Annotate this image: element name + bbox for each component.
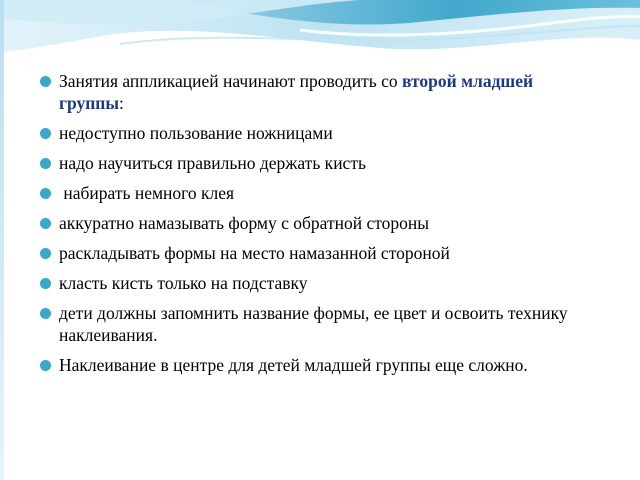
list-item [40, 122, 600, 144]
bullet-list [40, 70, 600, 376]
bullet-icon [40, 218, 51, 229]
bullet-icon [40, 360, 51, 371]
bullet-text: аккуратно намазывать форму с обратной стороны [59, 213, 430, 233]
slide-content [40, 70, 600, 384]
list-item [40, 70, 600, 114]
list-item [40, 354, 600, 376]
list-item [40, 182, 600, 204]
bullet-icon [40, 278, 51, 289]
bullet-icon [40, 308, 51, 319]
list-item [40, 152, 600, 174]
bullet-emphasis: второй младшей группы [59, 71, 534, 113]
list-item [40, 212, 600, 234]
bullet-icon [40, 188, 51, 199]
bullet-text: Наклеивание в центре для детей младшей группы еще сложно. [59, 355, 528, 375]
bullet-text-suffix: : [119, 93, 124, 113]
bullet-text: недоступно пользование ножницами [59, 123, 333, 143]
left-edge-decoration [0, 0, 4, 480]
bullet-icon [40, 128, 51, 139]
bullet-text: класть кисть только на подставку [59, 273, 308, 293]
bullet-text: надо научиться правильно держать кисть [59, 153, 366, 173]
bullet-icon [40, 248, 51, 259]
bullet-icon [40, 76, 51, 87]
bullet-text: дети должны запомнить название формы, ее цвет и освоить технику наклеивания. [59, 303, 568, 345]
bullet-text: Занятия аппликацией начинают проводить со [59, 71, 403, 91]
list-item [40, 272, 600, 294]
list-item [40, 302, 600, 346]
bullet-icon [40, 158, 51, 169]
list-item [40, 242, 600, 264]
bullet-text: набирать немного клея [59, 183, 235, 203]
header-wave-decoration [0, 0, 640, 70]
bullet-text: раскладывать формы на место намазанной стороной [59, 243, 450, 263]
